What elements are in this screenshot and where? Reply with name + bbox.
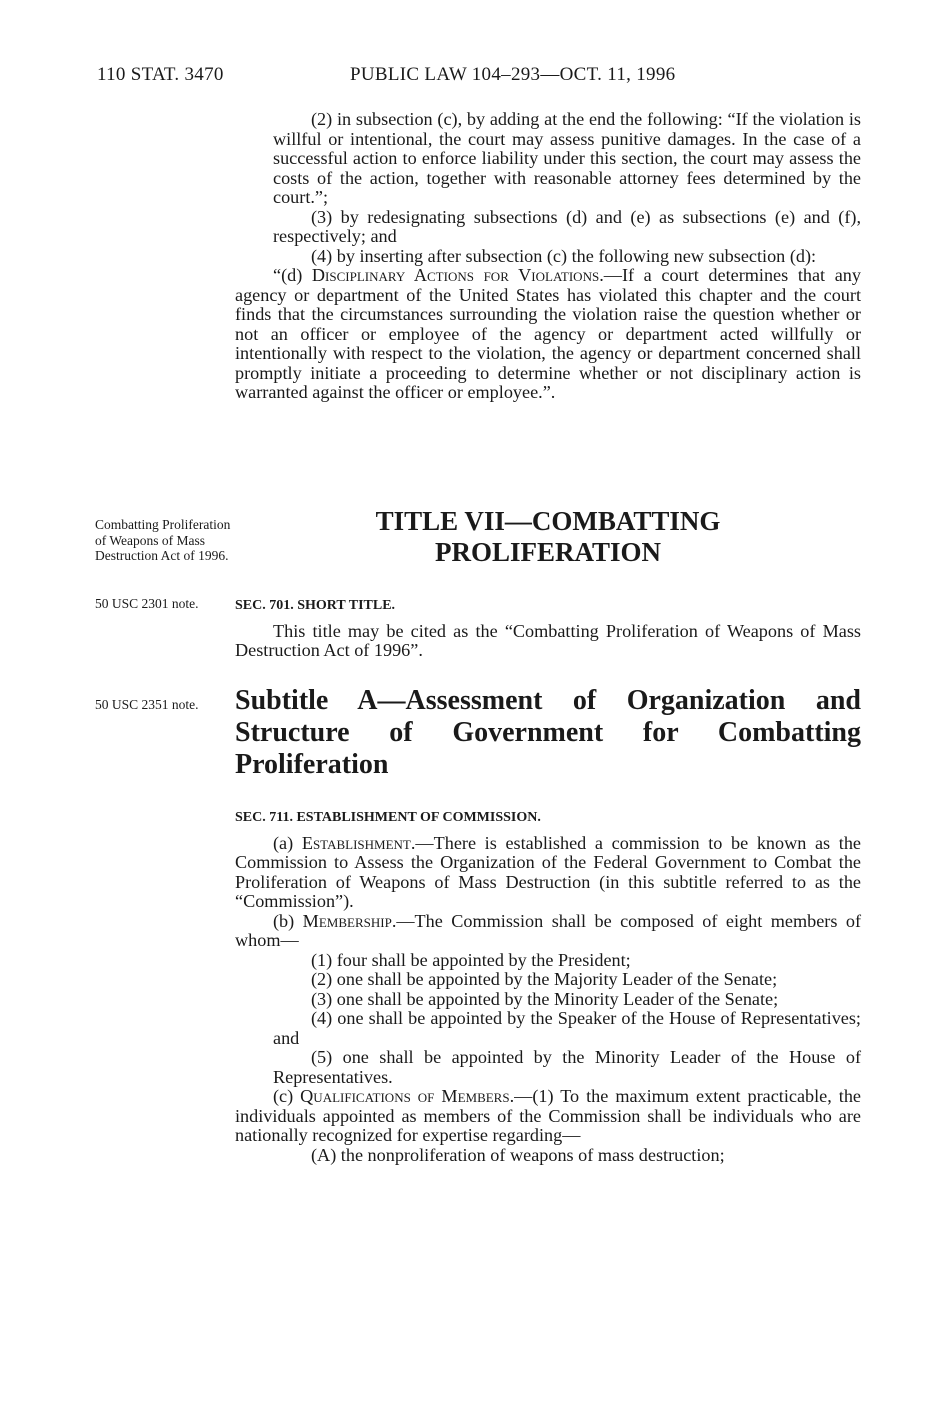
lead: (c): [273, 1086, 301, 1106]
margin-note-short-title: Combatting Proliferation of Weapons of Mass Destruction Act of 1996.: [95, 517, 231, 563]
item-text: (1) four shall be appointed by the President;: [311, 949, 631, 970]
subsection-heading: Disciplinary Actions for Violations: [311, 265, 600, 285]
running-header: PUBLIC LAW 104–293—OCT. 11, 1996: [350, 64, 676, 85]
title-line-2: PROLIFERATION: [434, 537, 662, 567]
subsection-heading: Establishment: [301, 832, 411, 853]
paragraph-2: [235, 110, 861, 208]
subsection-text: .—If a court determines that any agency or department of the United States has violated this chapter and the court finds that the circumstances surrounding the violation raise the question whether or not an officer or employee of the agency or department acted willfully or intentionally with respect to the violation, the agency or department concerned shall promptly initiate a proceeding to determine whether or not disciplinary action is warranted against the officer or employee.”.: [235, 265, 861, 402]
subsection-heading: Qualifications of Members: [300, 1086, 510, 1106]
margin-note-usc-2351: 50 USC 2351 note.: [95, 697, 199, 712]
qualification-item: [235, 1146, 861, 1166]
item-text: (A) the nonproliferation of weapons of mass destruction;: [311, 1144, 725, 1165]
subsection-c: [235, 1087, 861, 1146]
section-text: This title may be cited as the “Combatting Proliferation of Weapons of Mass Destruction Act of 1996”.: [235, 620, 861, 660]
membership-item: [235, 970, 861, 990]
lead: (b): [273, 910, 303, 931]
title-line-1: TITLE VII—COMBATTING: [375, 506, 721, 536]
item-text: (4) one shall be appointed by the Speaker of the House of Representatives; and: [273, 1008, 861, 1048]
page-stat-number: 110 STAT. 3470: [97, 64, 224, 85]
membership-item: [235, 990, 861, 1010]
paragraph-4: [235, 247, 861, 267]
lead: (a): [273, 832, 302, 853]
title-heading: [235, 506, 861, 568]
paragraph-text: (2) in subsection (c), by adding at the end the following: “If the violation is willful or intentional, the court may assess punitive damages. In the case of a successful action to enforce liability under this section, the court may assess the costs of the action, together with reasonable attorney fees determined by the court.”;: [273, 109, 861, 207]
subsection-text: .—(1) To the maximum extent practicable, the individuals appointed as members of the Commission shall be individuals who are nationally recognized for expertise regarding—: [235, 1086, 861, 1145]
margin-note-usc-2301: 50 USC 2301 note.: [95, 596, 199, 611]
subsection-a: [235, 834, 861, 912]
item-text: (2) one shall be appointed by the Majority Leader of the Senate;: [311, 969, 778, 989]
section-heading: SEC. 711. ESTABLISHMENT OF COMMISSION.: [235, 810, 541, 825]
section-heading: SEC. 701. SHORT TITLE.: [235, 598, 396, 613]
membership-item: [235, 1009, 861, 1048]
item-text: (5) one shall be appointed by the Minority Leader of the House of Representatives.: [273, 1047, 861, 1087]
paragraph-3: [235, 208, 861, 247]
paragraph-text: (4) by inserting after subsection (c) the following new subsection (d):: [311, 245, 817, 266]
section-711: [235, 808, 861, 1165]
subsection-text: .—The Commission shall be composed of eight members of whom—: [235, 910, 861, 950]
lead: “(d): [273, 265, 312, 285]
membership-item: [235, 1048, 861, 1087]
section-701: [235, 596, 861, 661]
item-text: (3) one shall be appointed by the Minority Leader of the Senate;: [311, 988, 779, 1009]
subsection-heading: Membership: [302, 910, 392, 931]
subsection-text: .—There is established a commission to be known as the Commission to Assess the Organization of the Federal Government to Combat the Proliferation of Weapons of Mass Destruction (in this subtitle referred to as the “Commission”).: [235, 832, 861, 911]
subsection-d: [235, 266, 861, 403]
membership-item: [235, 951, 861, 971]
paragraph-text: (3) by redesignating subsections (d) and (e) as subsections (e) and (f), respectively; and: [273, 206, 861, 246]
subsection-b: [235, 912, 861, 951]
amendment-text: [235, 110, 861, 403]
subtitle-heading: Subtitle A—Assessment of Organization and Structure of Government for Combatting Proliferation: [235, 685, 861, 780]
